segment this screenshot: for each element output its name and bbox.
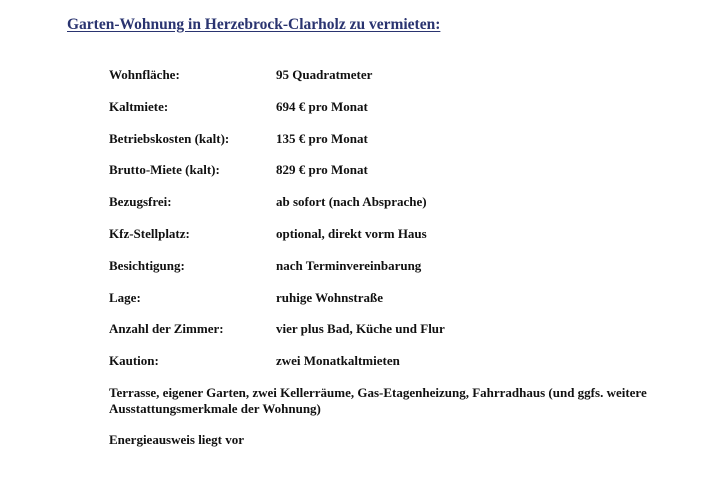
detail-row-kaltmiete bbox=[109, 99, 669, 131]
detail-value: 829 € pro Monat bbox=[276, 162, 368, 178]
detail-value: vier plus Bad, Küche und Flur bbox=[276, 321, 445, 337]
page-title: Garten-Wohnung in Herzebrock-Clarholz zu vermieten: bbox=[67, 16, 441, 33]
energy-certificate-note: Energieausweis liegt vor bbox=[109, 432, 245, 447]
detail-value: nach Terminvereinbarung bbox=[276, 257, 422, 273]
detail-label: Kfz-Stellplatz: bbox=[109, 225, 190, 241]
detail-label: Bezugsfrei: bbox=[109, 194, 172, 210]
details-list bbox=[109, 67, 669, 385]
detail-label: Wohnfläche: bbox=[109, 67, 180, 82]
detail-label: Besichtigung: bbox=[109, 257, 185, 273]
detail-row-wohnflaeche bbox=[109, 67, 669, 99]
detail-label: Brutto-Miete (kalt): bbox=[109, 162, 220, 178]
detail-value: 95 Quadratmeter bbox=[276, 67, 373, 82]
detail-value: 135 € pro Monat bbox=[276, 130, 368, 146]
detail-label: Kaltmiete: bbox=[109, 98, 169, 114]
detail-value: ruhige Wohnstraße bbox=[276, 289, 384, 305]
detail-value: optional, direkt vorm Haus bbox=[276, 225, 427, 241]
detail-row-stellplatz bbox=[109, 226, 669, 258]
detail-value: ab sofort (nach Absprache) bbox=[276, 194, 427, 210]
features-paragraph: Terrasse, eigener Garten, zwei Kellerräume, Gas-Etagenheizung, Fahrradhaus (und ggfs. weitere Ausstattungsmerkmale der Wohnung) bbox=[109, 385, 647, 416]
detail-label: Anzahl der Zimmer: bbox=[109, 321, 224, 337]
detail-value: 694 € pro Monat bbox=[276, 98, 368, 114]
detail-row-zimmer bbox=[109, 321, 669, 353]
detail-label: Kaution: bbox=[109, 353, 159, 369]
detail-row-kaution bbox=[109, 353, 669, 385]
detail-label: Lage: bbox=[109, 289, 141, 305]
detail-row-betriebskosten bbox=[109, 131, 669, 163]
detail-row-bezugsfrei bbox=[109, 194, 669, 226]
detail-label: Betriebskosten (kalt): bbox=[109, 130, 230, 146]
detail-row-brutto-miete bbox=[109, 162, 669, 194]
detail-row-besichtigung bbox=[109, 258, 669, 290]
detail-row-lage bbox=[109, 290, 669, 322]
detail-value: zwei Monatkaltmieten bbox=[276, 353, 400, 369]
